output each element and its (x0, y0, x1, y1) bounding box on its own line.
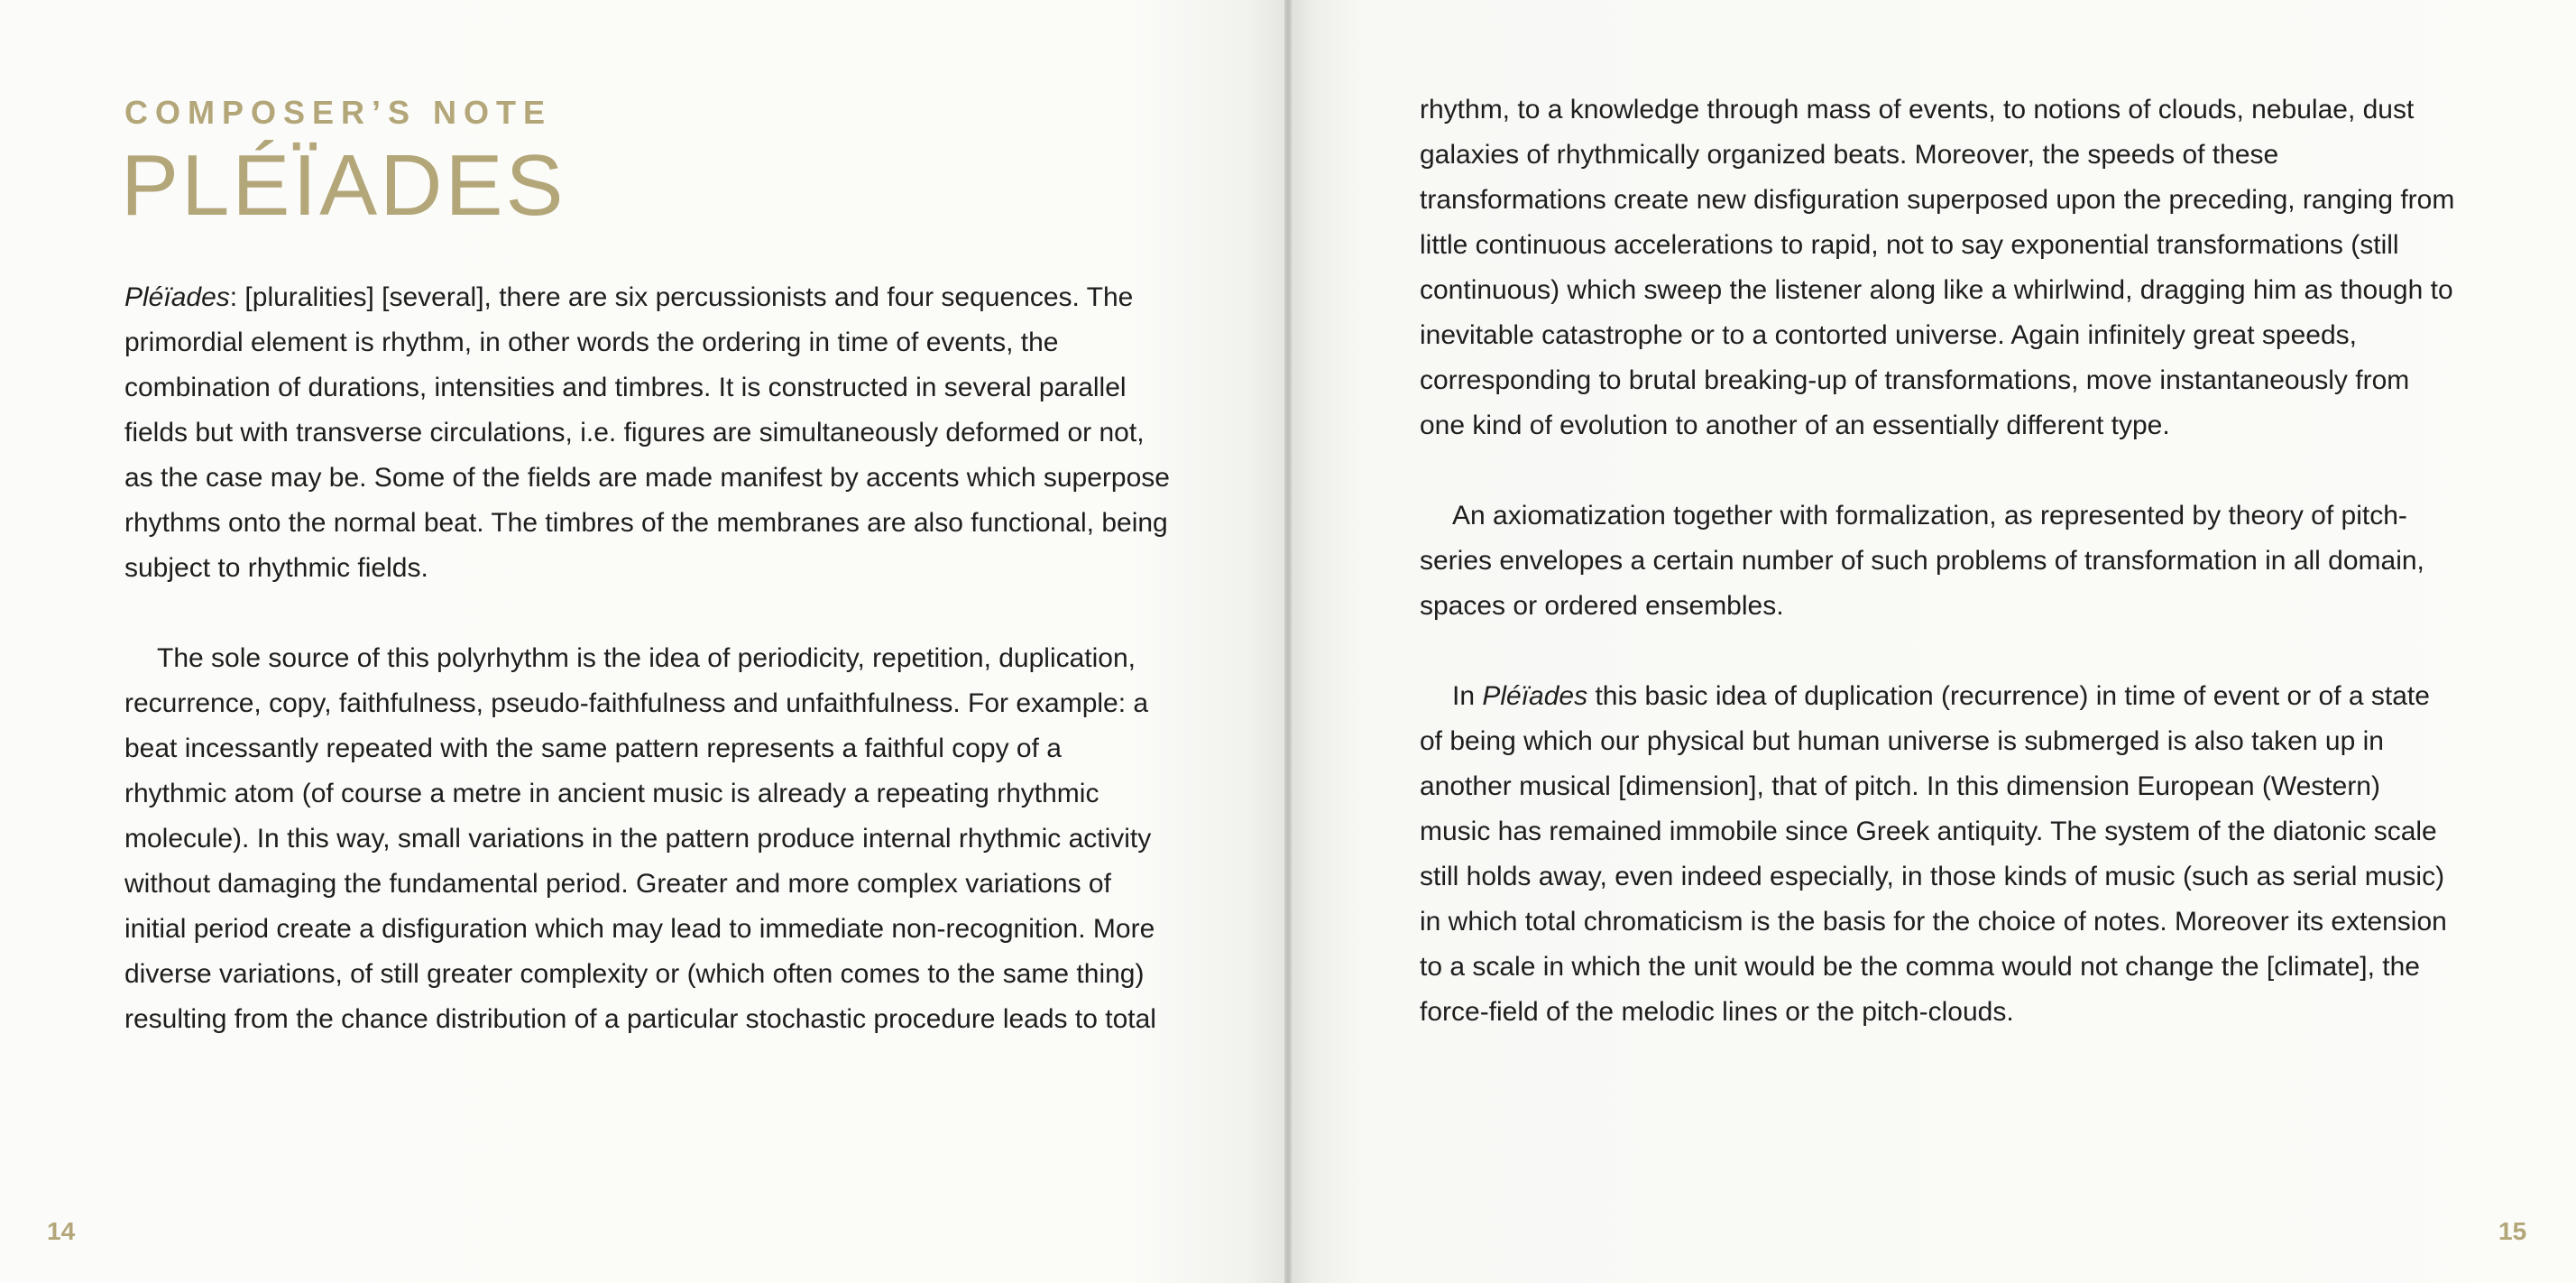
paragraph-axiomatization (1420, 494, 2457, 629)
paragraph-text: The sole source of this polyrhythm is the idea of periodicity, repetition, duplication, recurrence, copy, faithfulness, pseudo-faithfulness and unfaithfulness. For example: a beat incessantly repeated with the same pattern represents a faithful copy of a rhythmic atom (of course a metre in ancient music is already a repeating rhythmic molecule). In this way, small variations in the pattern produce internal rhythmic activity without damaging the fundamental period. Greater and more complex variations of initial period create a disfiguration which may lead to immediate non-recognition. More diverse variations, of still greater complexity or (which often comes to the same thing) resulting from the chance distribution of a particular stochastic procedure leads to total (124, 643, 1156, 1034)
paragraph-polyrhythm (124, 636, 1171, 1042)
italic-title-word: Pléïades (124, 282, 230, 312)
left-text-column (124, 275, 1171, 1042)
section-kicker: COMPOSER’S NOTE (124, 94, 553, 131)
page-title: PLÉÏADES (121, 137, 566, 234)
paragraph-text: this basic idea of duplication (recurrence) in time of event or of a state of being which our physical but human universe is submerged is also taken up in another musical [dimension], that of pitch. In this dimension European (Western) music has remained immobile since Greek antiquity. The system of the diatonic scale still holds away, even indeed especially, in those kinds of music (such as serial music) in which total chromaticism is the basis for the choice of notes. Moreover its extension to a scale in which the unit would be the comma would not change the [climate], the force-field of the melodic lines or the pitch-clouds. (1420, 681, 2447, 1027)
book-spine-fold (1284, 0, 1292, 1283)
page-number: 14 (47, 1217, 76, 1245)
paragraph-intro (124, 275, 1171, 591)
italic-title-word: Pléïades (1482, 681, 1588, 711)
paragraph-lead: In (1452, 681, 1483, 711)
paragraph-continuation (1420, 88, 2457, 448)
paragraph-pitch (1420, 674, 2457, 1035)
paragraph-text: rhythm, to a knowledge through mass of events, to notions of clouds, nebulae, dust galaxies of rhythmically organized beats. Moreover, the speeds of these transformations create new disfiguration superposed upon the preceding, ranging from little continuous accelerations to rapid, not to say exponential transformations (still continuous) which sweep the listener along like a whirlwind, dragging him as though to inevitable catastrophe or to a contorted universe. Again infinitely great speeds, corresponding to brutal breaking-up of transformations, move instantaneously from one kind of evolution to another of an essentially different type. (1420, 95, 2455, 440)
paragraph-text: An axiomatization together with formalization, as represented by theory of pitch-series envelopes a certain number of such problems of transformation in all domain, spaces or ordered ensembles. (1420, 501, 2424, 621)
right-text-column (1420, 88, 2457, 1035)
paragraph-text: : [pluralities] [several], there are six percussionists and four sequences. The primordial element is rhythm, in other words the ordering in time of events, the combination of durations, intensities and timbres. It is constructed in several parallel fields but with transverse circulations, i.e. figures are simultaneously deformed or not, as the case may be. Some of the fields are made manifest by accents which superpose rhythms onto the normal beat. The timbres of the membranes are also functional, being subject to rhythmic fields. (124, 282, 1170, 583)
page-number: 15 (2498, 1217, 2527, 1245)
right-page (1288, 0, 2576, 1283)
